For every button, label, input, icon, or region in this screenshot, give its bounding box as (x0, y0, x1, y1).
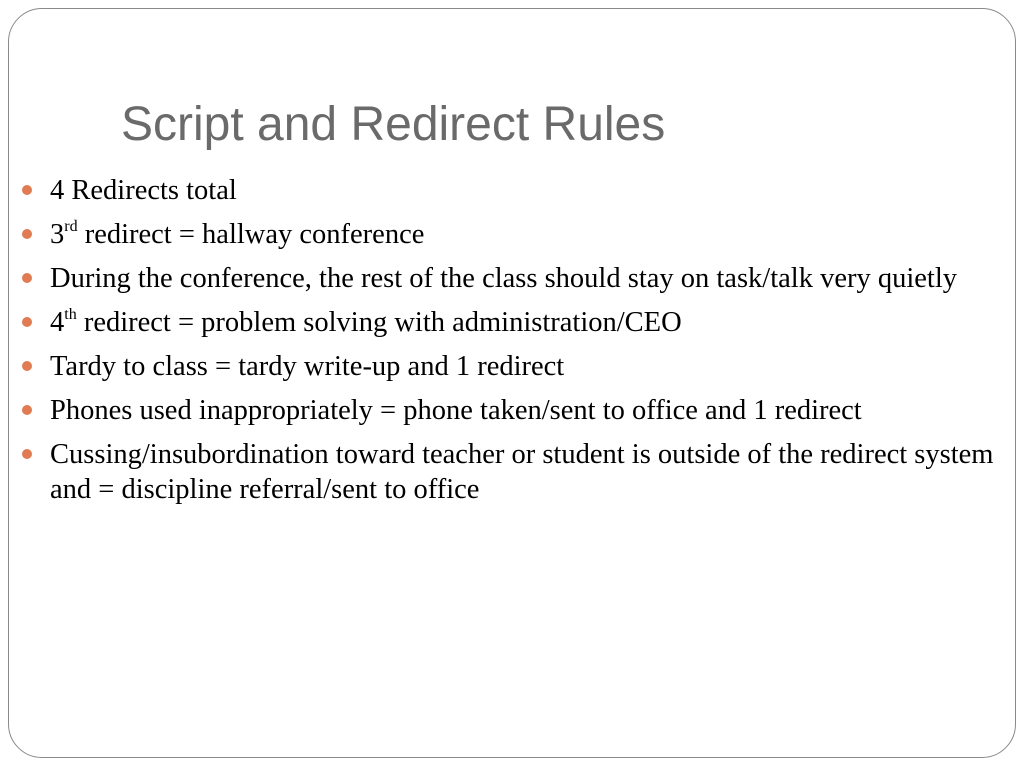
bullet-item (50, 173, 1024, 208)
bullet-item (50, 393, 1024, 428)
bullet-text: 4 Redirects total (50, 175, 237, 206)
bullet-item (50, 305, 1024, 340)
slide-title: Script and Redirect Rules (121, 98, 666, 151)
bullet-text: During the conference, the rest of the class should stay on task/talk very quietly (50, 263, 957, 294)
bullet-item (50, 217, 1024, 252)
bullet-dot-icon (22, 229, 32, 239)
bullet-text: Tardy to class = tardy write-up and 1 redirect (50, 351, 565, 382)
ordinal-suffix: th (64, 305, 77, 323)
bullet-number: 3 (50, 219, 65, 250)
bullet-item (50, 349, 1024, 384)
slide (8, 8, 1016, 758)
bullet-item (50, 437, 1024, 507)
bullet-list (50, 173, 1024, 516)
bullet-text: Cussing/insubordination toward teacher or student is outside of the redirect system and = discipline referral/sent to office (50, 439, 994, 505)
bullet-number: 4 (50, 307, 65, 338)
bullet-dot-icon (22, 273, 32, 283)
bullet-text: redirect = problem solving with administration/CEO (76, 307, 682, 338)
bullet-dot-icon (22, 405, 32, 415)
bullet-text: Phones used inappropriately = phone taken/sent to office and 1 redirect (50, 395, 862, 426)
bullet-dot-icon (22, 449, 32, 459)
bullet-dot-icon (22, 317, 32, 327)
ordinal-suffix: rd (64, 217, 78, 235)
bullet-dot-icon (22, 185, 32, 195)
bullet-item (50, 261, 1024, 296)
bullet-text: redirect = hallway conference (77, 219, 425, 250)
bullet-dot-icon (22, 361, 32, 371)
